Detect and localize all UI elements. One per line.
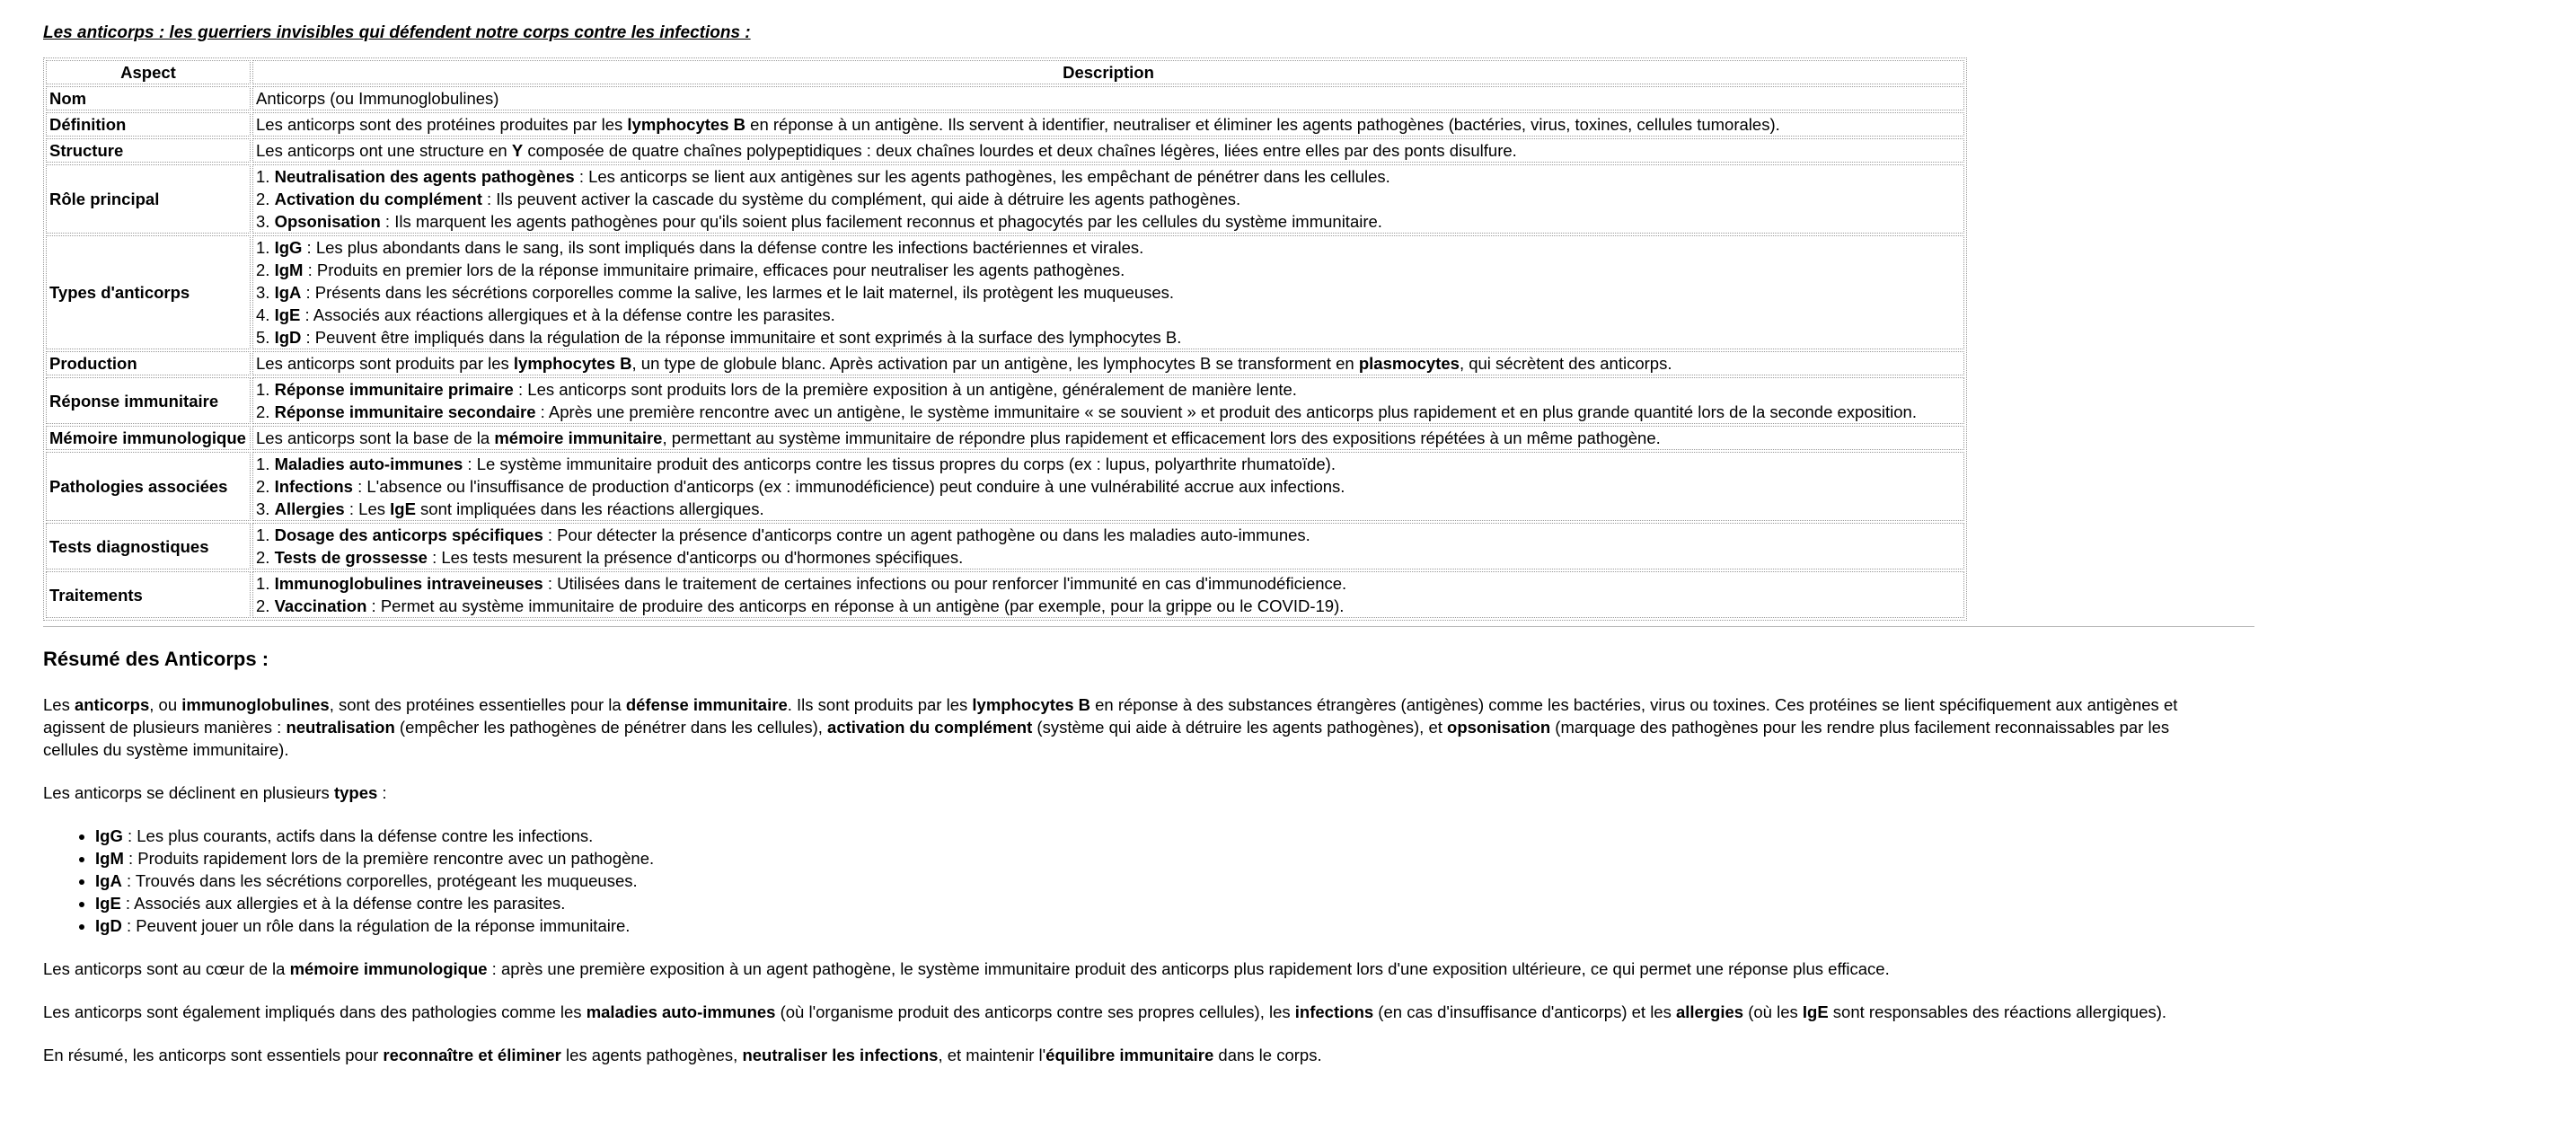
types-list: [43, 825, 2576, 937]
table-row: [46, 138, 1964, 163]
description-line: [256, 326, 1961, 349]
description-cell: [252, 351, 1964, 375]
bold-text: plasmocytes: [1358, 354, 1460, 373]
text-segment: Les: [43, 695, 75, 714]
text-segment: Les anticorps sont la base de la: [256, 428, 495, 447]
text-segment: 4.: [256, 305, 275, 324]
aspect-cell: Traitements: [46, 571, 251, 618]
description-line: [256, 595, 1961, 617]
text-segment: , sont des protéines essentielles pour la: [329, 695, 626, 714]
text-segment: 3.: [256, 212, 275, 231]
header-aspect: Aspect: [46, 60, 251, 84]
text-segment: 2.: [256, 260, 275, 279]
text-segment: 5.: [256, 328, 275, 347]
text-segment: Anticorps (ou Immunoglobulines): [256, 89, 499, 108]
text-segment: 2.: [256, 402, 275, 421]
text-segment: en réponse à un antigène. Ils servent à identifier, neutraliser et éliminer les agents pathogènes (bactéries, virus, toxines, cellules tumorales).: [745, 115, 1780, 134]
text-segment: (où les: [1743, 1002, 1803, 1021]
description-line: [256, 427, 1961, 449]
text-segment: : Présents dans les sécrétions corporelles comme la salive, les larmes et le lait maternel, ils protègent les muqueuses.: [301, 283, 1175, 302]
text-segment: Les anticorps sont au cœur de la: [43, 959, 290, 978]
summary-heading: Résumé des Anticorps :: [43, 648, 269, 670]
text-segment: : Le système immunitaire produit des anticorps contre les tissus propres du corps (ex : lupus, polyarthrite rhumatoïde).: [463, 455, 1336, 473]
text-segment: Les anticorps sont produits par les: [256, 354, 514, 373]
text-segment: 1.: [256, 525, 275, 544]
description-cell: [252, 426, 1964, 450]
description-line: [256, 165, 1961, 188]
text-segment: 1.: [256, 167, 275, 186]
bold-text: Opsonisation: [274, 212, 381, 231]
table-row: [46, 235, 1964, 349]
description-line: [256, 401, 1961, 423]
description-cell: [252, 571, 1964, 618]
text-segment: : Peuvent être impliqués dans la régulation de la réponse immunitaire et sont exprimés à la surface des lymphocytes B.: [301, 328, 1182, 347]
text-segment: : après une première exposition à un agent pathogène, le système immunitaire produit des anticorps plus rapidement lors d'une exposition ultérieure, ce qui permet une réponse plus efficace.: [487, 959, 1890, 978]
text-segment: Les anticorps sont également impliqués dans des pathologies comme les: [43, 1002, 587, 1021]
text-segment: (marquage des pathogènes pour les rendre plus facilement reconnaissables par les cellules du système immunitaire).: [43, 718, 2170, 759]
text-segment: : Les anticorps sont produits lors de la première exposition à un antigène, généralement de manière lente.: [513, 380, 1297, 399]
description-line: [256, 139, 1961, 162]
table-row: [46, 351, 1964, 375]
bold-text: neutralisation: [286, 718, 395, 737]
bold-text: IgD: [274, 328, 302, 347]
document-title: Les anticorps : les guerriers invisibles qui défendent notre corps contre les infections :: [43, 23, 751, 42]
description-line: [256, 281, 1961, 304]
text-segment: : Associés aux réactions allergiques et à la défense contre les parasites.: [300, 305, 835, 324]
bold-text: allergies: [1675, 1002, 1744, 1021]
bold-text: mémoire immunologique: [289, 959, 488, 978]
text-segment: : Les anticorps se lient aux antigènes sur les agents pathogènes, les empêchant de pénétrer dans les cellules.: [574, 167, 1390, 186]
bold-text: équilibre immunitaire: [1045, 1046, 1214, 1064]
aspect-cell: Types d'anticorps: [46, 235, 251, 349]
description-cell: [252, 377, 1964, 424]
list-item: [95, 870, 2576, 892]
text-segment: composée de quatre chaînes polypeptidiques : deux chaînes lourdes et deux chaînes légères, liées entre elles par des ponts disulfure.: [523, 141, 1517, 160]
summary-intro: [43, 693, 2226, 761]
bold-text: IgA: [274, 283, 302, 302]
bold-text: Vaccination: [274, 596, 367, 615]
description-line: [256, 304, 1961, 326]
description-line: [256, 352, 1961, 375]
text-segment: , un type de globule blanc. Après activation par un antigène, les lymphocytes B se transforment en: [631, 354, 1359, 373]
description-line: [256, 113, 1961, 136]
text-segment: 3.: [256, 499, 275, 518]
table-row: [46, 571, 1964, 618]
aspect-cell: Tests diagnostiques: [46, 523, 251, 569]
description-line: [256, 572, 1961, 595]
text-segment: 2.: [256, 596, 275, 615]
bold-text: IgD: [95, 916, 122, 935]
text-segment: . Ils sont produits par les: [787, 695, 973, 714]
text-segment: dans le corps.: [1213, 1046, 1322, 1064]
description-line: [256, 236, 1961, 259]
header-description: Description: [252, 60, 1964, 84]
description-line: [256, 259, 1961, 281]
bold-text: Réponse immunitaire primaire: [274, 380, 514, 399]
text-segment: : Les: [344, 499, 391, 518]
bold-text: Immunoglobulines intraveineuses: [274, 574, 543, 593]
bold-text: activation du complément: [827, 718, 1033, 737]
description-line: [256, 378, 1961, 401]
text-segment: , ou: [149, 695, 182, 714]
description-line: [256, 210, 1961, 233]
bold-text: Allergies: [274, 499, 345, 518]
text-segment: : L'absence ou l'insuffisance de production d'anticorps (ex : immunodéficience) peut conduire à une vulnérabilité accrue aux infections.: [352, 477, 1345, 496]
bold-text: IgE: [95, 894, 121, 913]
text-segment: : Pour détecter la présence d'anticorps contre un agent pathogène ou dans les maladies auto-immunes.: [543, 525, 1310, 544]
text-segment: : Produits rapidement lors de la première rencontre avec un pathogène.: [123, 849, 655, 868]
bold-text: immunoglobulines: [181, 695, 330, 714]
text-segment: En résumé, les anticorps sont essentiels pour: [43, 1046, 384, 1064]
bold-text: mémoire immunitaire: [494, 428, 663, 447]
aspect-cell: Structure: [46, 138, 251, 163]
description-cell: [252, 138, 1964, 163]
conclusion-paragraph: [43, 1044, 2226, 1066]
text-segment: : Utilisées dans le traitement de certaines infections ou pour renforcer l'immunité en cas d'immunodéficience.: [543, 574, 1347, 593]
table-row: [46, 377, 1964, 424]
text-segment: en réponse à des substances étrangères (antigènes) comme les bactéries, virus ou toxines. Ces protéines se lient spécifiquement aux antigènes et agissent de plusieurs manières :: [43, 695, 2178, 737]
text-segment: 2.: [256, 477, 275, 496]
bold-text: anticorps: [74, 695, 150, 714]
table-body: [46, 86, 1964, 618]
bold-text: IgE: [274, 305, 301, 324]
description-cell: [252, 523, 1964, 569]
bold-text: maladies auto-immunes: [586, 1002, 776, 1021]
aspect-cell: Rôle principal: [46, 164, 251, 234]
bold-text: IgE: [390, 499, 416, 518]
text-segment: 3.: [256, 283, 275, 302]
description-cell: [252, 452, 1964, 521]
text-segment: : Les tests mesurent la présence d'anticorps ou d'hormones spécifiques.: [427, 548, 964, 567]
bold-text: Dosage des anticorps spécifiques: [274, 525, 543, 544]
text-segment: : Les plus courants, actifs dans la défense contre les infections.: [122, 826, 594, 845]
text-segment: (empêcher les pathogènes de pénétrer dans les cellules),: [394, 718, 828, 737]
text-segment: sont responsables des réactions allergiques).: [1828, 1002, 2167, 1021]
bold-text: défense immunitaire: [625, 695, 788, 714]
text-segment: (où l'organisme produit des anticorps contre ses propres cellules), les: [775, 1002, 1295, 1021]
text-segment: sont impliquées dans les réactions allergiques.: [415, 499, 764, 518]
bold-text: IgM: [95, 849, 124, 868]
memory-paragraph: [43, 958, 2226, 980]
antibody-table: [43, 57, 1967, 621]
table-row: [46, 112, 1964, 137]
text-segment: , et maintenir l': [938, 1046, 1046, 1064]
description-cell: [252, 164, 1964, 234]
text-segment: 1.: [256, 455, 275, 473]
bold-text: IgE: [1802, 1002, 1829, 1021]
description-line: [256, 498, 1961, 520]
text-segment: 1.: [256, 574, 275, 593]
description-line: [256, 87, 1961, 110]
bold-text: Infections: [274, 477, 353, 496]
text-segment: :: [377, 783, 387, 802]
list-item: [95, 847, 2576, 870]
description-line: [256, 546, 1961, 569]
text-segment: : Peuvent jouer un rôle dans la régulation de la réponse immunitaire.: [121, 916, 631, 935]
list-item: [95, 914, 2576, 937]
bold-text: IgA: [95, 871, 122, 890]
text-segment: Les anticorps sont des protéines produites par les: [256, 115, 628, 134]
bold-text: infections: [1294, 1002, 1374, 1021]
table-row: [46, 523, 1964, 569]
text-segment: : Trouvés dans les sécrétions corporelles, protégeant les muqueuses.: [121, 871, 638, 890]
text-segment: les agents pathogènes,: [560, 1046, 743, 1064]
aspect-cell: Production: [46, 351, 251, 375]
aspect-cell: Nom: [46, 86, 251, 110]
table-row: [46, 164, 1964, 234]
bold-text: IgG: [95, 826, 123, 845]
text-segment: : Produits en premier lors de la réponse immunitaire primaire, efficaces pour neutraliser les agents pathogènes.: [303, 260, 1125, 279]
bold-text: types: [333, 783, 378, 802]
text-segment: 1.: [256, 380, 275, 399]
description-line: [256, 524, 1961, 546]
text-segment: 2.: [256, 548, 275, 567]
types-intro: [43, 781, 2226, 804]
bold-text: reconnaître et éliminer: [383, 1046, 561, 1064]
aspect-cell: Définition: [46, 112, 251, 137]
bold-text: opsonisation: [1447, 718, 1551, 737]
text-segment: 2.: [256, 190, 275, 208]
text-segment: : Associés aux allergies et à la défense contre les parasites.: [120, 894, 566, 913]
text-segment: : Permet au système immunitaire de produire des anticorps en réponse à un antigène (par exemple, pour la grippe ou le COVID-19).: [366, 596, 1345, 615]
text-segment: (système qui aide à détruire les agents pathogènes), et: [1032, 718, 1448, 737]
pathologies-paragraph: [43, 1001, 2226, 1023]
bold-text: lymphocytes B: [627, 115, 746, 134]
bold-text: neutraliser les infections: [742, 1046, 939, 1064]
list-item: [95, 892, 2576, 914]
table-row: [46, 426, 1964, 450]
bold-text: Activation du complément: [274, 190, 482, 208]
table-header-row: [46, 60, 1964, 84]
description-cell: [252, 112, 1964, 137]
table-row: [46, 86, 1964, 110]
aspect-cell: Pathologies associées: [46, 452, 251, 521]
bold-text: IgG: [274, 238, 303, 257]
bold-text: Réponse immunitaire secondaire: [274, 402, 536, 421]
description-cell: [252, 235, 1964, 349]
text-segment: Les anticorps ont une structure en: [256, 141, 512, 160]
section-divider: [43, 626, 2254, 627]
text-segment: : Ils marquent les agents pathogènes pour qu'ils soient plus facilement reconnus et phagocytés par les cellules du système immunitaire.: [380, 212, 1382, 231]
text-segment: : Après une première rencontre avec un antigène, le système immunitaire « se souvient » et produit des anticorps plus rapidement et en plus grande quantité lors de la seconde exposition.: [535, 402, 1917, 421]
bold-text: IgM: [274, 260, 304, 279]
bold-text: Tests de grossesse: [274, 548, 428, 567]
table-row: [46, 452, 1964, 521]
text-segment: 1.: [256, 238, 275, 257]
description-line: [256, 188, 1961, 210]
bold-text: lymphocytes B: [513, 354, 632, 373]
bold-text: lymphocytes B: [972, 695, 1090, 714]
aspect-cell: Mémoire immunologique: [46, 426, 251, 450]
description-line: [256, 453, 1961, 475]
text-segment: (en cas d'insuffisance d'anticorps) et les: [1373, 1002, 1676, 1021]
text-segment: : Les plus abondants dans le sang, ils sont impliqués dans la défense contre les infections bactériennes et virales.: [302, 238, 1144, 257]
text-segment: Les anticorps se déclinent en plusieurs: [43, 783, 334, 802]
description-line: [256, 475, 1961, 498]
bold-text: Y: [511, 141, 524, 160]
description-cell: [252, 86, 1964, 110]
text-segment: , qui sécrètent des anticorps.: [1459, 354, 1672, 373]
bold-text: Maladies auto-immunes: [274, 455, 463, 473]
aspect-cell: Réponse immunitaire: [46, 377, 251, 424]
bold-text: Neutralisation des agents pathogènes: [274, 167, 575, 186]
text-segment: , permettant au système immunitaire de répondre plus rapidement et efficacement lors des expositions répétées à un même pathogène.: [662, 428, 1661, 447]
text-segment: : Ils peuvent activer la cascade du système du complément, qui aide à détruire les agents pathogènes.: [481, 190, 1241, 208]
list-item: [95, 825, 2576, 847]
